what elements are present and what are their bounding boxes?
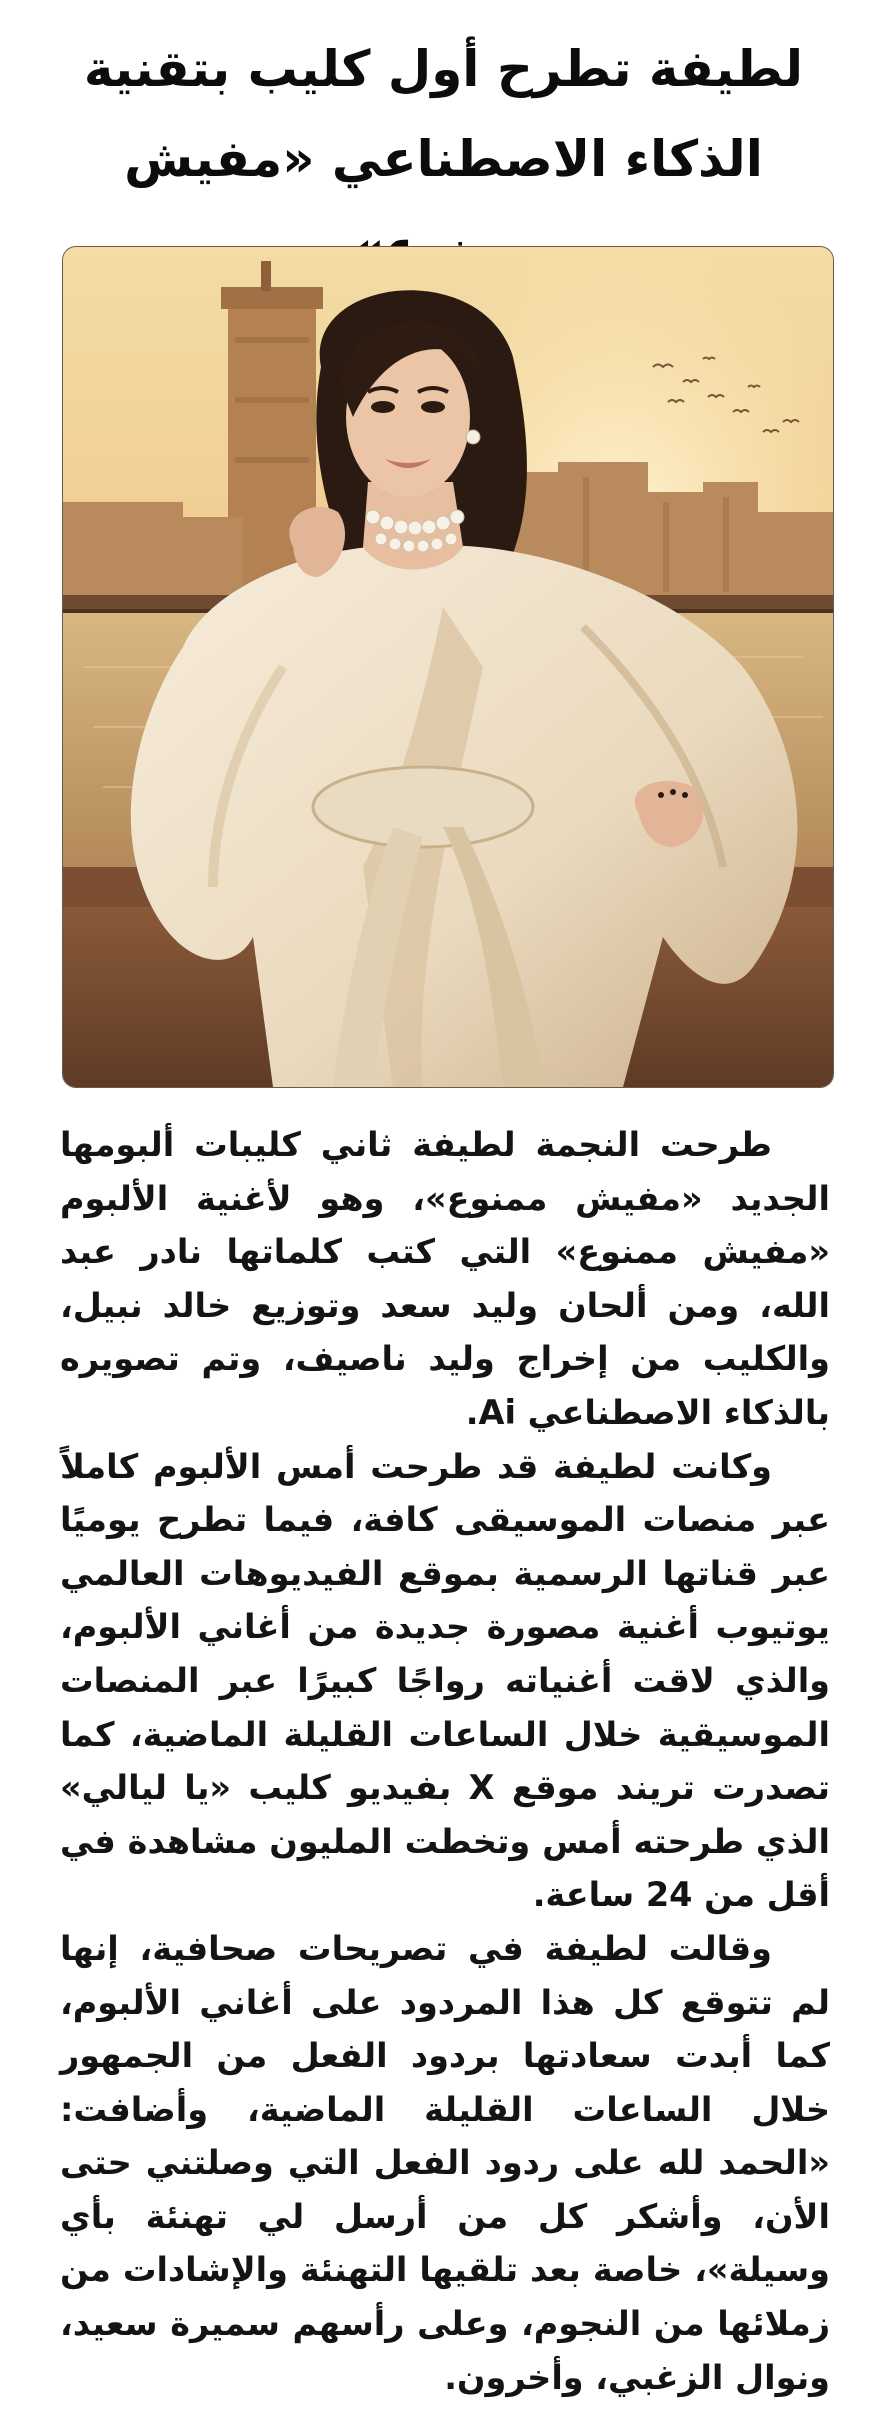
- headline-line-2: الذكاء الاصطناعي «مفيش: [124, 130, 763, 188]
- portrait-illustration: [63, 247, 833, 1087]
- article-photo: [62, 246, 834, 1088]
- paragraph-3: وقالت لطيفة في تصريحات صحافية، إنها لم تتوقع كل هذا المردود على أغاني الألبوم، كما أبدت سعادتها بردود الفعل من الجمهور خلال الساعات القليلة الماضية، وأضافت: «الحمد لله على ردود الفعل التي وصلتني حتى الأن، وأشكر كل من أرسل لي تهنئة بأي وسيلة»، خاصة بعد تلقيها التهنئة والإشادات من زملائها من النجوم، وعلى رأسهم سميرة سعيد، ونوال الزغبي، وأخرون.: [60, 1928, 830, 2397]
- headline-line-1: لطيفة تطرح أول كليب بتقنية: [83, 40, 804, 98]
- article-body: [60, 1118, 830, 2404]
- paragraph-1: طرحت النجمة لطيفة ثاني كليبات ألبومها الجديد «مفيش ممنوع»، وهو لأغنية الألبوم «مفيش ممنوع» التي كتب كلماتها نادر عبد الله، ومن ألحان وليد سعد وتوزيع خالد نبيل، والكليب من إخراج وليد ناصيف، وتم تصويره بالذكاء الاصطناعي Ai.: [60, 1125, 830, 1432]
- paragraph-2: وكانت لطيفة قد طرحت أمس الألبوم كاملاً عبر منصات الموسيقى كافة، فيما تطرح يوميًا عبر قناتها الرسمية بموقع الفيديوهات العالمي يوتيوب أغنية مصورة جديدة من أغاني الألبوم، والذي لاقت أغنياته رواجًا كبيرًا عبر المنصات الموسيقية خلال الساعات القليلة الماضية، كما تصدرت تريند موقع X بفيديو كليب «يا ليالي» الذي طرحته أمس وتخطت المليون مشاهدة في أقل من 24 ساعة.: [60, 1446, 830, 1915]
